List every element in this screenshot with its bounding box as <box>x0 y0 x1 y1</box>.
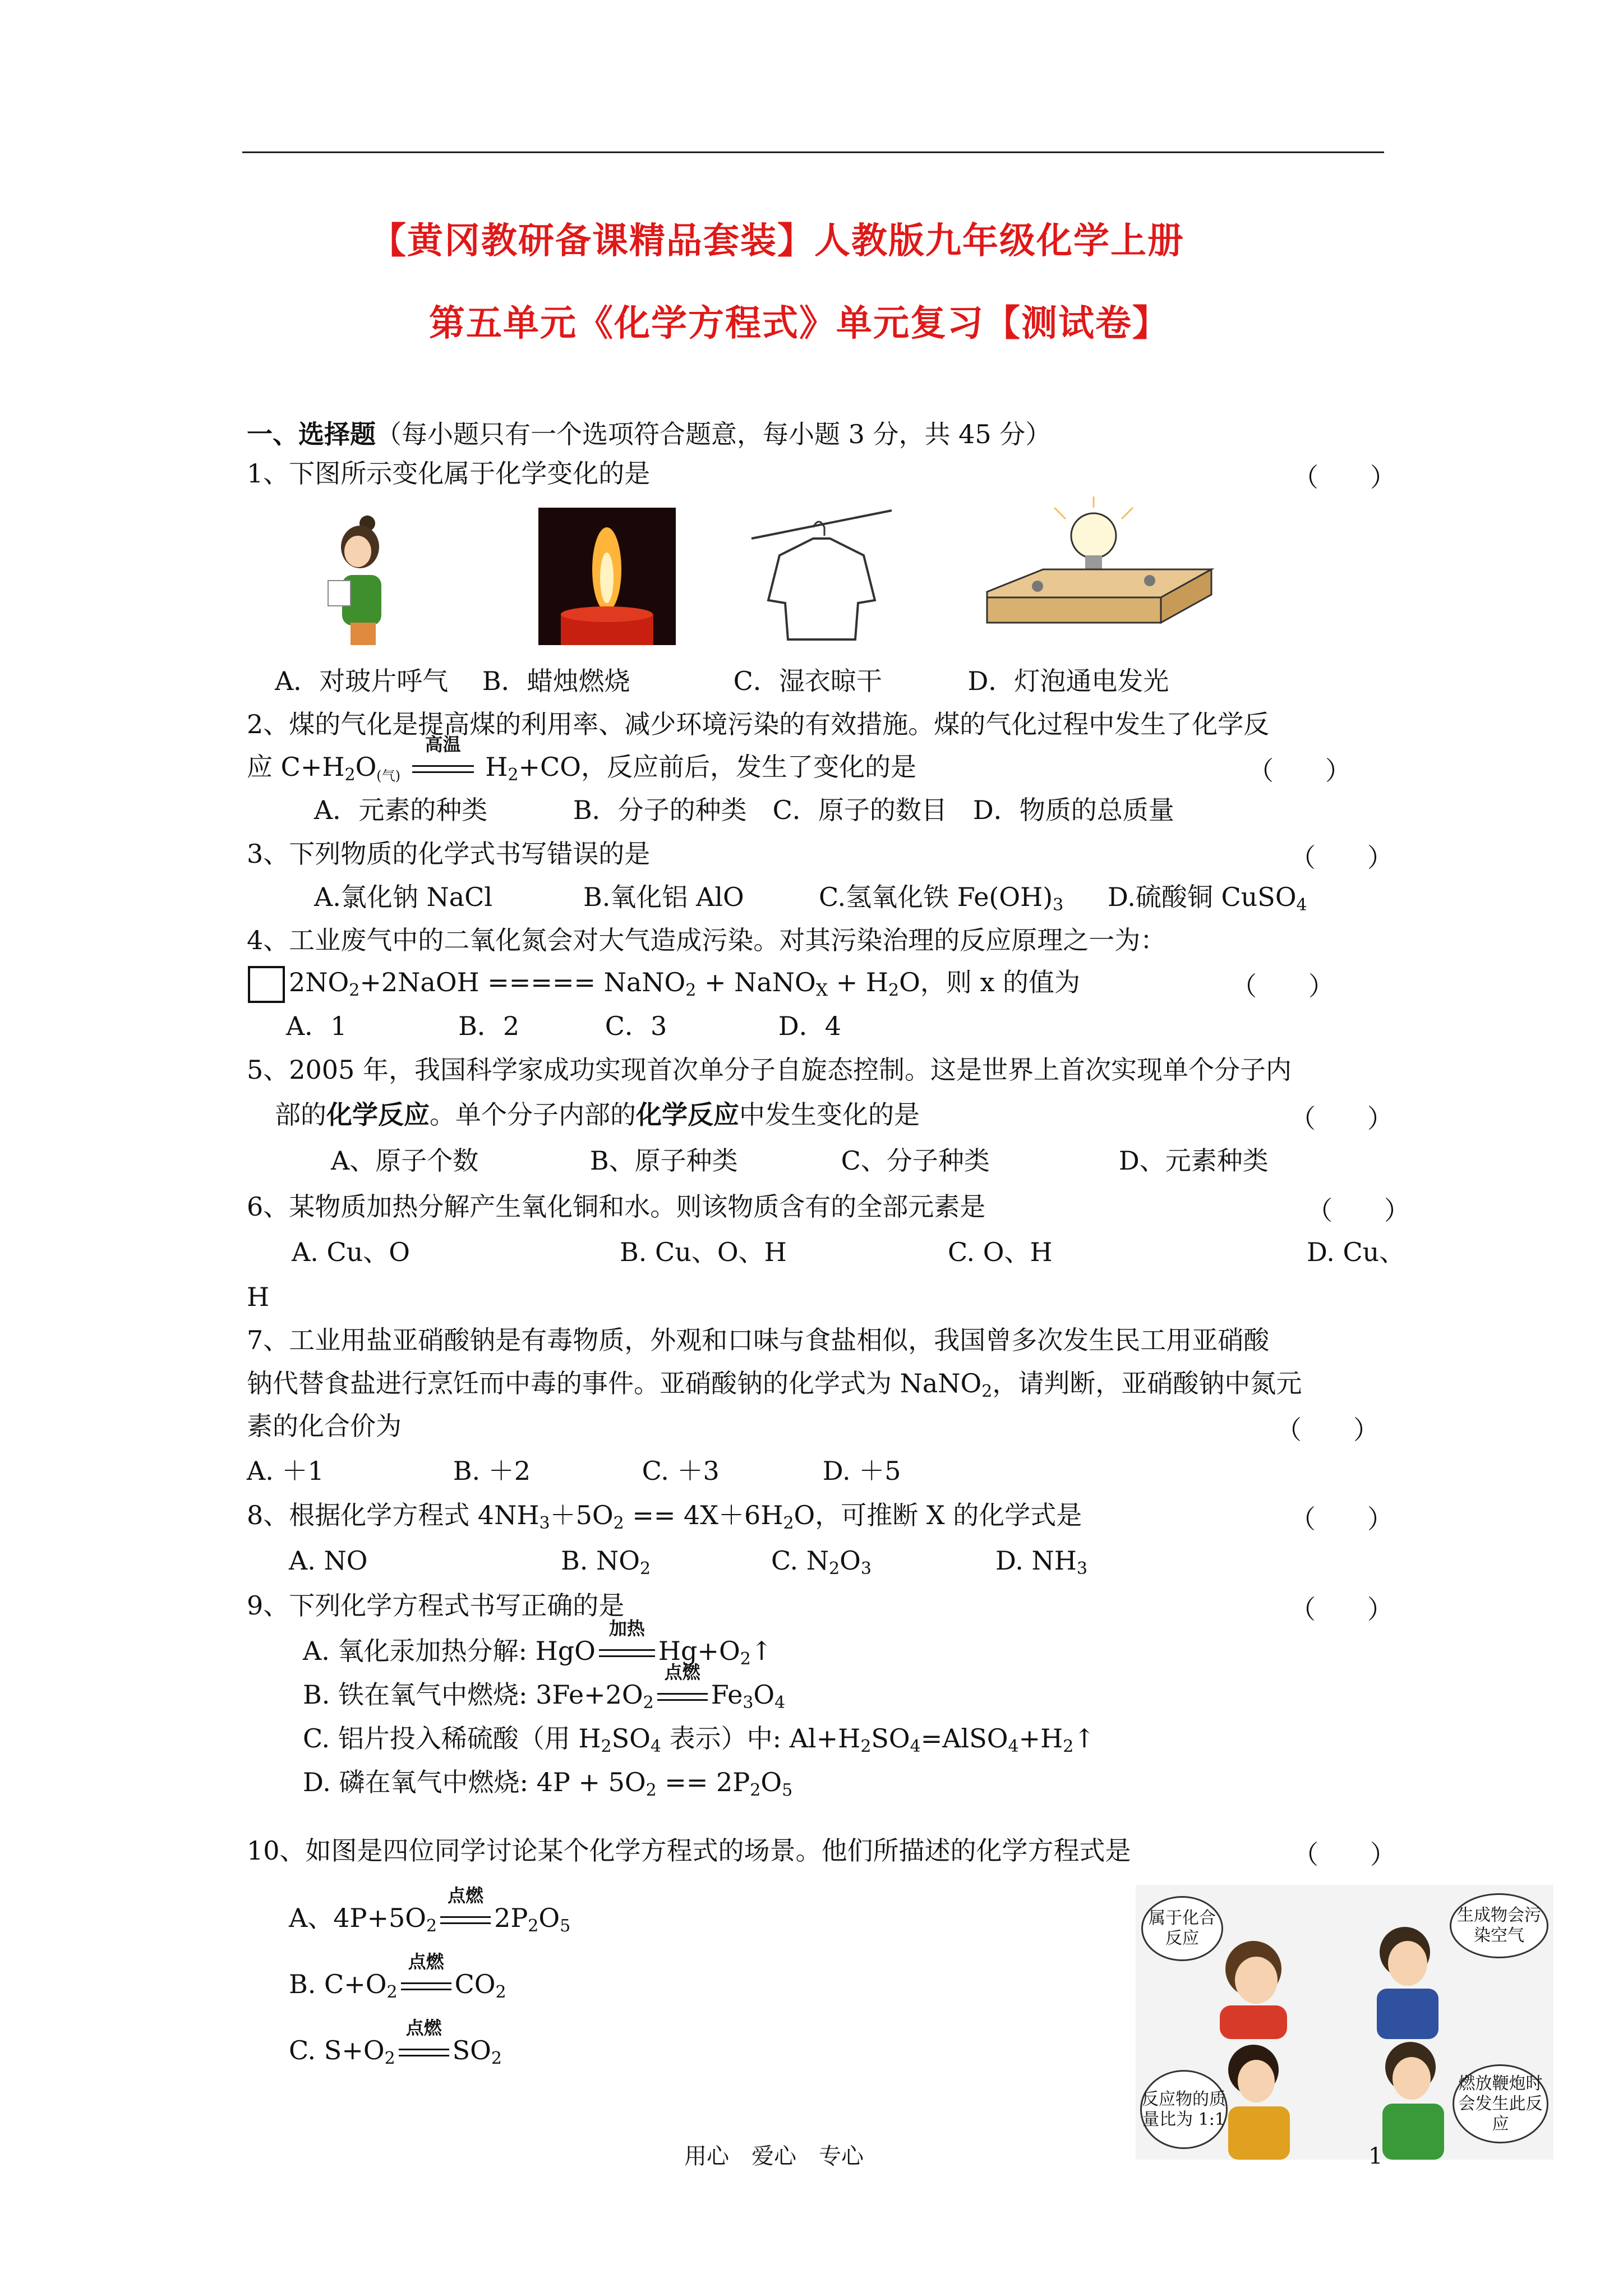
candle-flame-icon <box>538 508 676 645</box>
q6-option-d-wrap: H <box>247 1282 270 1312</box>
students-discussion-picture <box>1136 1885 1553 2160</box>
q3-option-a: A.氯化钠 NaCl <box>314 882 493 912</box>
q5-line2: 部的化学反应。单个分子内部的化学反应中发生变化的是 <box>275 1099 920 1130</box>
q10-option-b: B. $C+O_2$ 点燃 $CO_2$ <box>289 1951 506 2002</box>
q4-options: A．1 B．2 C．3 D．4 <box>286 1011 842 1041</box>
page-footer: 用心 爱心 专心 <box>684 2143 864 2169</box>
q5-options: A、原子个数 B、原子种类 C、分子种类 D、元素种类 <box>331 1145 1269 1176</box>
q2-line1: 2、煤的气化是提高煤的利用率、减少环境污染的有效措施。煤的气化过程中发生了化学反 <box>247 709 1270 739</box>
q5-line1: 5、2005 年，我国科学家成功实现首次单分子自旋态控制。这是世界上首次实现单个分子内 <box>247 1055 1292 1085</box>
bubble-combination-reaction: 属于化合反应 <box>1141 1896 1223 1961</box>
section-heading <box>247 418 1051 450</box>
q6-option-b: B. Cu、O、H <box>620 1237 787 1267</box>
q7-line1: 7、工业用盐亚硝酸钠是有毒物质，外观和口味与食盐相似，我国曾多次发生民工用亚硝酸 <box>247 1325 1270 1355</box>
q9-option-a: A. 氧化汞加热分解: HgO 加热 $Hg+O_2↑$ <box>303 1618 773 1669</box>
doc-title-line1: 【黄冈教研备课精品套装】人教版九年级化学上册 <box>370 220 1184 262</box>
q2-answer-paren: （ ） <box>1248 756 1351 786</box>
q10-answer-paren: （ ） <box>1293 1839 1396 1870</box>
q3-option-d: D.硫酸铜 CuSO$_4$ <box>1108 882 1307 915</box>
wet-clothes-picture <box>746 505 897 645</box>
q4-answer-paren: （ ） <box>1231 971 1334 1001</box>
q7-options: A. ＋1 B. ＋2 C. ＋3 D. ＋5 <box>247 1456 901 1486</box>
bubble-pollutes-air: 生成物会污染空气 <box>1450 1893 1548 1958</box>
q3-option-b: B.氧化铝 AlO <box>583 882 744 912</box>
q10-option-c: C. $S+O_2$ 点燃 $SO_2$ <box>289 2017 502 2068</box>
q3-option-c: C.氢氧化铁 $Fe(OH)_3$ <box>819 882 1064 915</box>
q8-stem: 8、根据化学方程式 $4NH_3+5O_2 == 4X+6H_2O$，可推断 X 的化学式是 <box>247 1500 1082 1533</box>
q9-option-d: D. 磷在氧气中燃烧: $4P + 5O_2 == 2P_2O_5$ <box>303 1767 793 1800</box>
q4-answer-box <box>248 966 285 1003</box>
candle-picture <box>538 508 676 645</box>
q1-options: A．对玻片呼气 B．蜡烛燃烧 C．湿衣晾干 D．灯泡通电发光 <box>275 666 1169 696</box>
section-note: （每小题只有一个选项符合题意，每小题 3 分，共 45 分） <box>376 419 1052 449</box>
q1-stem: 1、下图所示变化属于化学变化的是 <box>247 458 651 489</box>
q9-option-b: B. 铁在氧气中燃烧: $3Fe+2O_2$ 点燃 $Fe_3O_4$ <box>303 1662 786 1713</box>
section-title: 一、选择题 <box>247 419 376 449</box>
bubble-mass-ratio: 反应物的质量比为 1:1 <box>1140 2070 1228 2149</box>
q8-option-c: C. $N_2O_3$ <box>771 1545 872 1579</box>
q6-stem: 6、某物质加热分解产生氧化铜和水。则该物质含有的全部元素是 <box>247 1191 986 1222</box>
q8-option-b: B. $NO_2$ <box>561 1545 651 1579</box>
q7-line2: 钠代替食盐进行烹饪而中毒的事件。亚硝酸钠的化学式为 NaNO$_2$，请判断，亚硝酸钠中氮元 <box>247 1368 1302 1401</box>
q7-line3: 素的化合价为 <box>247 1411 402 1441</box>
q10-stem: 10、如图是四位同学讨论某个化学方程式的场景。他们所描述的化学方程式是 <box>247 1835 1131 1866</box>
q4-equation: $2NO_2+2NaOH$ ===== NaNO$_2$ + NaNO$_X$ + $H_2O$，则 x 的值为 <box>289 967 1081 1000</box>
q6-option-a: A. Cu、O <box>292 1237 410 1267</box>
q10-option-a: A、$4P+5O_2$ 点燃 $2P_2O_5$ <box>289 1885 571 1936</box>
q2-condition-sign: 高温 <box>412 751 474 783</box>
q5-answer-paren: （ ） <box>1290 1103 1393 1134</box>
q9-answer-paren: （ ） <box>1290 1594 1393 1625</box>
q8-option-d: D. $NH_3$ <box>995 1545 1087 1579</box>
q9-stem: 9、下列化学方程式书写正确的是 <box>247 1590 625 1621</box>
q2-options: A．元素的种类 B．分子的种类 C．原子的数目 D．物质的总质量 <box>314 795 1174 825</box>
q6-answer-paren: （ ） <box>1307 1195 1410 1226</box>
q7-answer-paren: （ ） <box>1276 1415 1379 1445</box>
q1-answer-paren: （ ） <box>1293 462 1396 493</box>
q6-option-d: D. Cu、 <box>1307 1237 1405 1267</box>
q2-line2: 应 $C+H_2O_{(气)}$ 高温 $H_2+CO$，反应前后，发生了变化的是 <box>247 734 916 785</box>
header-rule <box>242 151 1384 153</box>
light-bulb-picture <box>976 496 1223 642</box>
q9-option-c: C. 铝片投入稀硫酸（用 $H_2SO_4$ 表示）中: $Al+H_2SO_4=AlSO_4+H_2↑$ <box>303 1723 1095 1756</box>
girl-breathing-picture <box>320 513 404 648</box>
q3-answer-paren: （ ） <box>1290 843 1393 873</box>
q4-line1: 4、工业废气中的二氧化氮会对大气造成污染。对其污染治理的反应原理之一为： <box>247 925 1166 955</box>
bubble-fireworks: 燃放鞭炮时会发生此反应 <box>1453 2064 1548 2143</box>
q3-stem: 3、下列物质的化学式书写错误的是 <box>247 839 651 869</box>
q6-option-c: C. O、H <box>948 1237 1053 1267</box>
doc-title-line2: 第五单元《化学方程式》单元复习【测试卷】 <box>429 302 1169 344</box>
q8-answer-paren: （ ） <box>1290 1504 1393 1534</box>
page-number: 1 <box>1368 2143 1383 2169</box>
q8-option-a: A. NO <box>289 1545 368 1576</box>
